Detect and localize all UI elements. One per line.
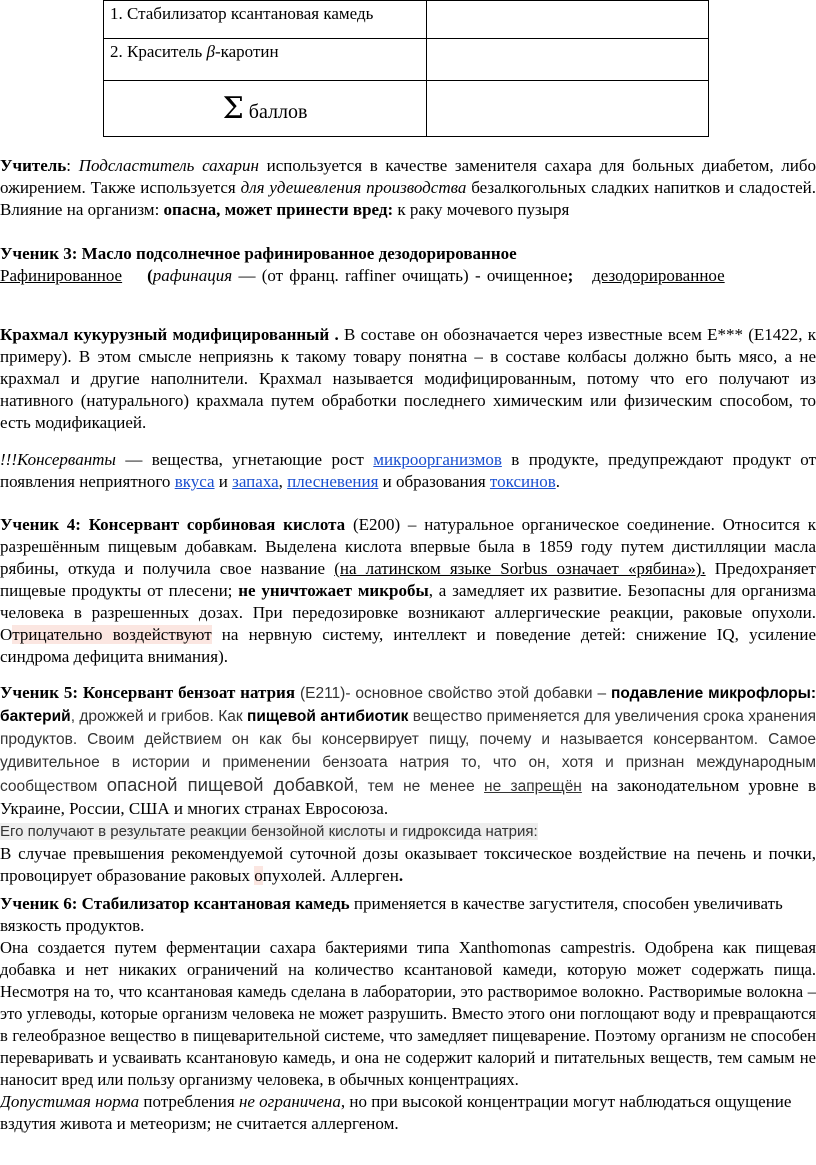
text: вещество применяется для увеличения срока хранения продуктов. Своим действием он как бы консервирует пищу, почему и называется консервантом. Самое удивительное в истории и применении бензоата натрия то, что он, хотя и признан международным сообществом [0,708,816,795]
preservatives-paragraph [0,449,816,493]
text: , дрожжей и грибов. Как [70,708,247,725]
row2-suffix: -каротин [214,42,279,61]
refined-word: Рафинированное [0,266,123,285]
text: , а замедляет их развитие. Безопасны для организма человека в разрешенных дозах. При передозировке возникают аллергические реакции, раковые опухоли. О [0,581,816,644]
text: на законодательном уровне в Украине, России, США и многих странах Евросоюза. [0,776,816,818]
text: потребления [139,1092,239,1111]
student3-section [0,243,816,287]
teacher-label: Учитель [0,156,67,175]
table-cell-empty [427,1,709,39]
table-cell-empty [427,81,709,137]
text: пухолей. Аллерген [262,866,399,885]
link-toxins[interactable]: токсинов [489,472,556,491]
suppress-microflora: подавление микрофлоры: бактерий [0,685,816,725]
refination-word: рафинация [152,266,233,285]
text: (E200) – натуральное органическое соединение. Относится к разрешённым пищевым добавкам. Выделена кислота впервые была в 1859 году путем дистилляции масла рябины, откуда и получила свое название [0,515,816,578]
teacher-italic1: Подсластитель сахарин [78,156,259,175]
teacher-text3: к раку мочевого пузыря [393,200,570,219]
link-taste[interactable]: вкуса [174,472,215,491]
teacher-italic2: для удешевления производства [240,178,467,197]
not-limited: не ограничена [238,1092,341,1111]
preservatives-title: !!!Консерванты [0,450,116,469]
student5-title: Ученик 5: Консервант бензоат натрия [0,683,296,702]
table-cell-empty [427,39,709,81]
refined-def: — (от франц. raffiner очищать) - очищенное [232,266,568,285]
text: , тем не менее [353,778,485,795]
colon: : [66,156,79,175]
highlight: трицательно воздействуют [12,625,212,644]
link-mold[interactable]: плесневения [287,472,379,491]
allowed-norm: Допустимая норма [0,1092,140,1111]
xanthan-description: Она создается путем ферментации сахара бактериями типа Xanthomonas campestris. Одобрена как пищевая добавка и нет никаких ограничений на количество ксантановой камеди, которую может содержать пища. Несмотря на то, что ксантановая камедь сделана в лаборатории, это растворимое волокно. Растворимые волокна – это углеводы, которые организм человека не может разрушить. Вместо этого они поглощают воду и превращаются в гелеобразное вещество в пищеварительной системе, что замедляет пищеварение. Поэтому организм не способен переваривать и усваивать ксантановую камедь, и она не содержит калорий и питательных веществ, тем самым не наносит вред или пользу организму человека, в обычных концентрациях. [0,938,816,1089]
sum-label [104,81,426,126]
deodorized-word: дезодорированное [592,266,725,285]
score-table [103,0,709,137]
sorbus-note: (на латинском языке Sorbus означает «рябина»). [334,559,706,578]
teacher-bold: опасна, может принести вред: [163,200,394,219]
paren: ( [147,266,153,285]
text: и образования [378,472,490,491]
text: Предохраняет пищевые продукты от плесени; [0,559,816,600]
student4-paragraph [0,514,816,668]
row2-label [104,39,426,62]
student4-title: Ученик 4: Консервант сорбиновая кислота [0,515,346,534]
text: . [555,472,560,491]
student6-title: Ученик 6: Стабилизатор ксантановая камедь [0,894,350,913]
table-cell [104,1,427,39]
text: применяется в качестве загустителя, способен увеличивать вязкость продуктов. [0,894,783,935]
text: и [214,472,233,491]
table-cell [104,39,427,81]
text: — вещества, угнетающие рост [115,450,374,469]
starch-title: Крахмал кукурузный модифицированный . [0,325,339,344]
text: на нервную систему, интеллект и поведение детей: снижение IQ, усиление синдрома дефицита внимания). [0,625,816,666]
teacher-text2: безалкогольных сладких напитков и сладостей. Влияние на организм: [0,178,816,219]
link-smell[interactable]: запаха [232,472,279,491]
food-antibiotic: пищевой антибиотик [247,708,409,725]
row2-prefix: 2. Краситель [110,42,207,61]
table-cell [104,81,427,137]
table-row [104,1,709,39]
student5-paragraph [0,682,816,887]
text: , [278,472,288,491]
sigma-symbol: Σ [222,91,244,126]
link-microorganisms[interactable]: микроорганизмов [373,450,502,469]
highlight: о [254,866,263,885]
gray-note: Его получают в результате реакции бензойной кислоты и гидроксида натрия: [0,823,538,840]
text: в продукте, предупреждают продукт от появления неприятного [0,450,816,491]
student6-paragraph [0,893,816,1135]
row1-label: 1. Стабилизатор ксантановая камедь [110,4,374,23]
teacher-text1: используется в качестве заменителя сахара для больных диабетом, либо ожирением. Также используется [0,156,816,197]
starch-paragraph [0,324,816,434]
semicolon: ; [567,266,574,285]
starch-text: В составе он обозначается через известные всем E*** (E1422, к примеру). В этом смысле неприязнь к такому товару понятна – в составе колбасы должно быть мясо, а не крахмал и другие наполнители. Крахмал называется модифицированным, потому что его получают из нативного (натурального) крахмала путем обработки последнего химическим или физическим способом, то есть модификацией. [0,325,816,432]
table-row [104,81,709,137]
sum-text: баллов [243,101,308,123]
dot: . [398,866,404,885]
not-kill-microbes: не уничтожает микробы [238,581,429,600]
student3-title: Ученик 3: Масло подсолнечное рафинированное дезодорированное [0,244,517,263]
text: , но при высокой концентрации могут наблюдаться ощущение вздутия живота и метеоризм; не считается аллергеном. [0,1092,792,1133]
not-banned: не запрещён [484,778,582,795]
teacher-paragraph [0,155,816,221]
text: (Е211)- основное свойство этой добавки – [295,685,612,702]
row2-beta: β [206,42,215,61]
text: В случае превышения рекомендуемой суточной дозы оказывает токсическое воздействие на печень и почки, провоцирует образование раковых [0,844,816,885]
table-row [104,39,709,81]
dangerous-additive: опасной пищевой добавкой [106,774,354,795]
